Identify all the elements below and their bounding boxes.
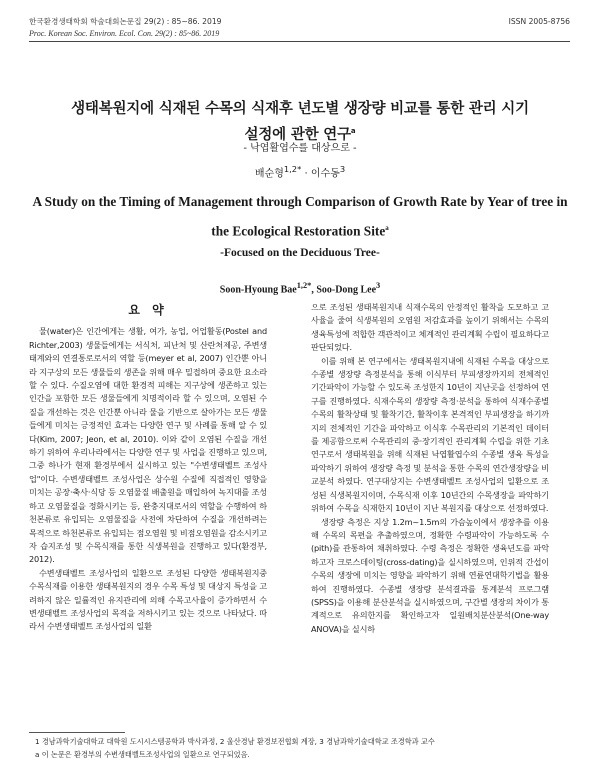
left-paragraph-2: 수변생태벨트 조성사업의 일환으로 조성된 다양한 생태복원지중 수목식재를 이용한 생태복원지의 경우 수목 특성 및 대상지 특성을 고려하지 않은 일률적인 유지관리에 의해 수목고사율이 증가하면서 수변생태벨트 조성사업의 목적을 저하시키고 있는 것으로 나타났다. 따라서 수변생태벨트 조성사업의 일환 [29,567,267,632]
author2-english: Soo-Dong Lee [316,284,377,296]
english-title-footnote-mark: a [385,224,389,232]
author1-english: Soon-Hyoung Bae [219,284,297,296]
footnote-affiliations: 1 경남과학기술대학교 대학원 도시시스템공학과 박사과정, 2 울산경남 환경보전협회 계장, 3 경남과학기술대학교 조경학과 교수 [35,737,435,746]
journal-citation-english: Proc. Korean Soc. Environ. Ecol. Con. 29(2) : 85~86. 2019 [29,29,220,38]
korean-subtitle: - 낙엽활엽수를 대상으로 - [243,143,357,154]
header-rule [29,41,570,42]
running-header [29,16,570,40]
abstract-heading: 요 약 [128,303,168,317]
author2-korean-affiliation: 3 [339,164,346,174]
english-title [20,188,580,244]
english-authors [0,281,600,295]
korean-title-line1: 생태복원지에 식재된 수목의 식재후 년도별 생장량 비교를 통한 관리 시기 [71,101,529,117]
footnote-rule [29,732,125,733]
korean-authors [0,164,600,179]
right-paragraph-1: 으로 조성된 생태복원지내 식재수목의 안정적인 활착을 도모하고 고사율을 줄여 식생복원의 오염원 저감효과를 높이기 위해서는 수목의 생육특성에 적합한 객관적이고 체계적인 관리계획 수립이 필요하다고 판단되었다. [311,302,549,353]
english-title-line1: A Study on the Timing of Management through Comparison of Growth Rate by Year of tree in [32,194,568,209]
left-column [29,301,267,634]
author1-english-affiliation: 1,2* [296,281,312,290]
issn: ISSN 2005-8756 [508,17,570,26]
korean-title-line2: 설정에 관한 연구 [244,126,351,143]
english-subtitle: -Focused on the Deciduous Tree- [220,247,380,259]
author-separator-english: , [311,284,317,296]
journal-citation-korean: 한국환경생태학회 학술대회논문집 29(2) : 85~86. 2019 [29,17,222,26]
author1-korean: 배순형 [254,168,284,180]
author-separator: · [301,168,311,180]
footnote-funding: a 이 논문은 환경부의 수변생태벨트조성사업의 일환으로 연구되었음. [35,750,250,759]
author1-korean-affiliation: 1,2* [283,164,302,174]
right-column [311,301,549,636]
right-paragraph-3: 생장량 측정은 지상 1.2m~1.5m의 가슴높이에서 생장추를 이용해 수목의 목편을 추출하였으며, 정확한 수령파악이 가능하도록 수(pith)를 관통하여 채취하였다. 수령 측정은 정확한 생육년도를 파악하고자 크로스데이팅(cross-dating)을 실시하였으며, 인위적 간섭이 수목의 생장에 미치는 영향을 파악하기 위해 연륜연대학기법을 활용하여 진행하였다. 수종별 생장량 분석결과를 통계분석 프로그램(SPSS)을 이용해 분산분석을 실시하였으며, 구간별 생장의 차이가 통계적으로 유의한지를 확인하고자 일원배치분산분석(One-way ANOVA)을 실시하 [311,516,549,634]
author2-english-affiliation: 3 [376,281,381,290]
english-title-line2: the Ecological Restoration Site [211,223,386,239]
korean-title-footnote-mark: a [350,127,356,135]
left-paragraph-1: 물(water)은 인간에게는 생활, 여가, 농업, 어업활동(Postel and Richter,2003) 생물들에게는 서식처, 피난처 및 산란처제공, 주변생태계와의 연결통로로서의 역할 등(meyer et al, 2007) 인간뿐 아니라 지구상의 모든 생물들의 생존을 위해 매우 밀접하며 중요한 요소라 할 수 있다. 수질오염에 대한 환경적 피해는 지구상에 생존하고 있는 인간을 포함한 모든 생물들에게 치명적이라 할 수 있으며, 오염된 수질을 개선하는 것은 인간뿐 아니라 물을 기반으로 살아가는 모든 생물들에게 미치는 긍정적인 효과는 다양한 연구 및 사례를 통해 알 수 있다(Kim, 2007; Jeon, et al, 2010). 이와 같이 오염된 수질을 개선 하기 위하여 우리나라에서는 다양한 연구 및 사업을 진행하고 있으며, 그중 하나가 현재 환경부에서 실시하고 있는 "수변생태벨트 조성사업"이다. 수변생태벨트 조성사업은 상수원 수질에 직접적인 영향을 미치는 공장·축사·식당 등 오염물질 배출원을 매입하여 녹지대를 조성하고 오염물질을 정화시키는 등, 완충지대로서의 역할을 수행하여 하천본류로 유입되는 오염물질을 사전에 차단하여 수질을 개선하려는 목적으로 하천본류로 유입되는 점오염원 및 비점오염원을 감소시키고자 습지조성 및 수목식재를 통한 식생복원을 진행하고 있다(환경부, 2012). [29,326,267,565]
author2-korean: 이수동 [310,168,340,180]
right-paragraph-2: 이를 위해 본 연구에서는 생태복원지내에 식재된 수목을 대상으로 수종별 생장량 측정분석을 통해 이식부터 부피생장까지의 전체적인 기간파악이 가능할 수 있도록 조성한지 10년이 지난곳을 선정하여 연구를 진행하였다. 식재수목의 생장량 측정·분석을 통하여 식재수종별 수목의 활착상태 및 활착기간, 활착이후 본격적인 부피생장을 하기까지의 전체적인 기간을 파악하고 이식후 수목관리의 기본적인 데이터를 제공함으로써 수목관리의 중·장기적인 관리계획 수립을 위한 기초연구로서 생태복원을 위해 식재된 낙엽활엽수의 수종별 생육 특성을 파악하기 위하여 생장량 측정 및 분석을 통한 수목의 연간생장량을 비교분석 하였다. 연구대상지는 수변생태벨트 조성사업의 일환으로 조성된 식생복원지이며, 수목식재 이후 10년간의 수목생장을 파악하기 위하여 수목을 식재한지 10년이 지난 복원지를 대상으로 선정하였다. [311,355,549,514]
